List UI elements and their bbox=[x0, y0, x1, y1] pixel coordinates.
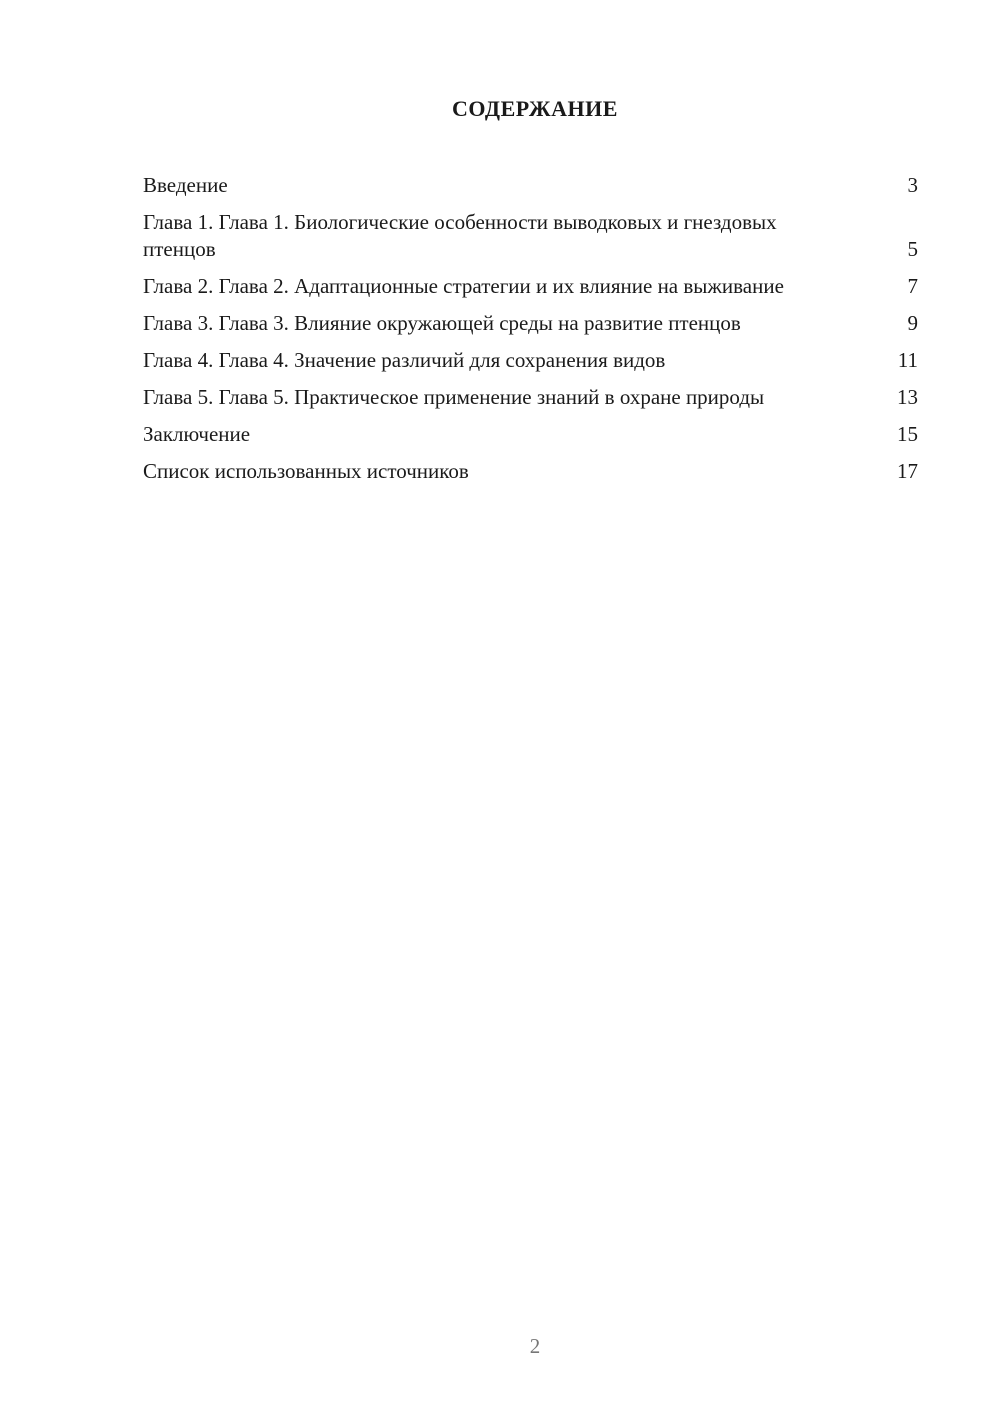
toc-entry-page: 13 bbox=[897, 385, 918, 409]
toc-entry-page: 15 bbox=[897, 422, 918, 446]
toc-entry-title: Глава 1. Глава 1. Биологические особенности выводковых и гнездовых птенцов bbox=[143, 210, 777, 261]
toc-entry-chapter-3[interactable] bbox=[143, 310, 918, 337]
toc-entry-page: 3 bbox=[907, 173, 918, 197]
page-title: СОДЕРЖАНИЕ bbox=[452, 96, 618, 121]
toc-entry-page: 17 bbox=[897, 459, 918, 483]
toc-entry-chapter-1[interactable] bbox=[143, 209, 918, 263]
toc-entry-title: Список использованных источников bbox=[143, 459, 469, 483]
toc-entry-page: 5 bbox=[907, 237, 918, 261]
toc-entry-conclusion[interactable] bbox=[143, 421, 918, 448]
toc-entry-page: 11 bbox=[897, 348, 918, 372]
toc-entry-title: Глава 4. Глава 4. Значение различий для сохранения видов bbox=[143, 348, 666, 372]
toc-entry-title: Глава 5. Глава 5. Практическое применение знаний в охране природы bbox=[143, 385, 765, 409]
table-of-contents bbox=[143, 172, 918, 495]
toc-entry-introduction[interactable] bbox=[143, 172, 918, 199]
toc-entry-references[interactable] bbox=[143, 458, 918, 485]
toc-entry-chapter-4[interactable] bbox=[143, 347, 918, 374]
toc-entry-title: Глава 2. Глава 2. Адаптационные стратегии и их влияние на выживание bbox=[143, 274, 784, 298]
toc-entry-title: Введение bbox=[143, 173, 228, 197]
toc-entry-chapter-5[interactable] bbox=[143, 384, 918, 411]
page-number: 2 bbox=[529, 1334, 541, 1358]
toc-entry-title: Заключение bbox=[143, 422, 251, 446]
toc-entry-page: 9 bbox=[907, 311, 918, 335]
toc-entry-chapter-2[interactable] bbox=[143, 273, 918, 300]
toc-entry-title: Глава 3. Глава 3. Влияние окружающей среды на развитие птенцов bbox=[143, 311, 741, 335]
toc-entry-page: 7 bbox=[907, 274, 918, 298]
